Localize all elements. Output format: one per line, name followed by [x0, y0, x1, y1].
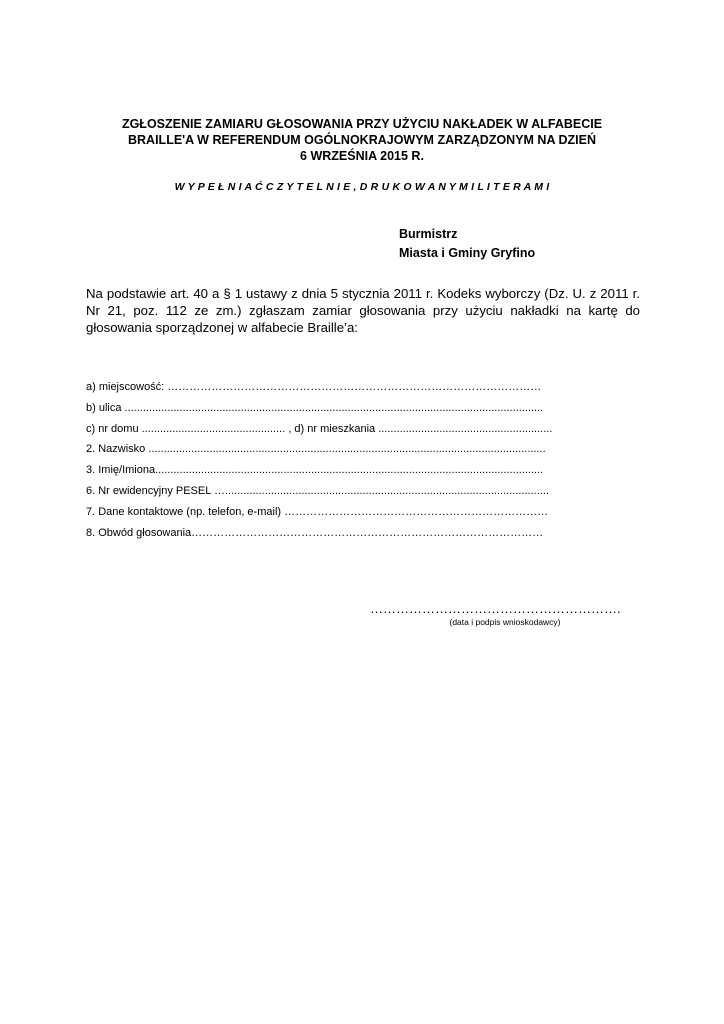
addressee-block: [399, 225, 535, 263]
title-line-1: ZGŁOSZENIE ZAMIARU GŁOSOWANIA PRZY UŻYCIU NAKŁADEK W ALFABECIE: [121, 117, 603, 131]
signature-line: ………………………………………………….: [370, 601, 621, 616]
addressee-line-1: Burmistrz: [399, 227, 458, 241]
signature-caption: (data i podpis wnioskodawcy): [449, 617, 561, 627]
intro-paragraph: Na podstawie art. 40 a § 1 ustawy z dnia 5 stycznia 2011 r. Kodeks wyborczy (Dz. U. z 2011 r. Nr 21, poz. 112 ze zm.) zgłaszam zamiar głosowania przy użyciu nakładki na kartę do głosowania sporządzonej w alfabecie Braille’a:: [86, 286, 640, 335]
field-nr-domu-mieszkania: c) nr domu ............................................... , d) nr mieszkania .........................................................: [86, 422, 553, 435]
field-pesel: 6. Nr ewidencyjny PESEL …..........................................................................................................: [86, 484, 549, 497]
title-line-3: 6 WRZEŚNIA 2015 R.: [300, 149, 424, 163]
field-nazwisko: 2. Nazwisko ..................................................................................................................................: [86, 443, 546, 456]
field-dane-kontaktowe: 7. Dane kontaktowe (np. telefon, e-mail) ………………………………………………………………: [86, 505, 549, 518]
form-fields: [86, 380, 606, 546]
document-title: [80, 116, 644, 164]
addressee-line-2: Miasta i Gminy Gryfino: [399, 246, 536, 260]
field-imie: 3. Imię/Imiona...............................................................................................................................: [86, 464, 544, 477]
field-miejscowosc: a) miejscowość: …………………………………………………………………………………………: [86, 381, 542, 393]
field-ulica: b) ulica .........................................................................................................................................: [86, 401, 544, 414]
fill-instruction: W Y P E Ł N I A Ć C Z Y T E L N I E , D R U K O W A N Y M I L I T E R A M I: [174, 181, 550, 193]
title-line-2: BRAILLE'A W REFERENDUM OGÓLNOKRAJOWYM ZARZĄDZONYM NA DZIEŃ: [128, 133, 596, 147]
field-obwod-glosowania: 8. Obwód głosowania……………………………………………………………………………………: [86, 526, 544, 539]
